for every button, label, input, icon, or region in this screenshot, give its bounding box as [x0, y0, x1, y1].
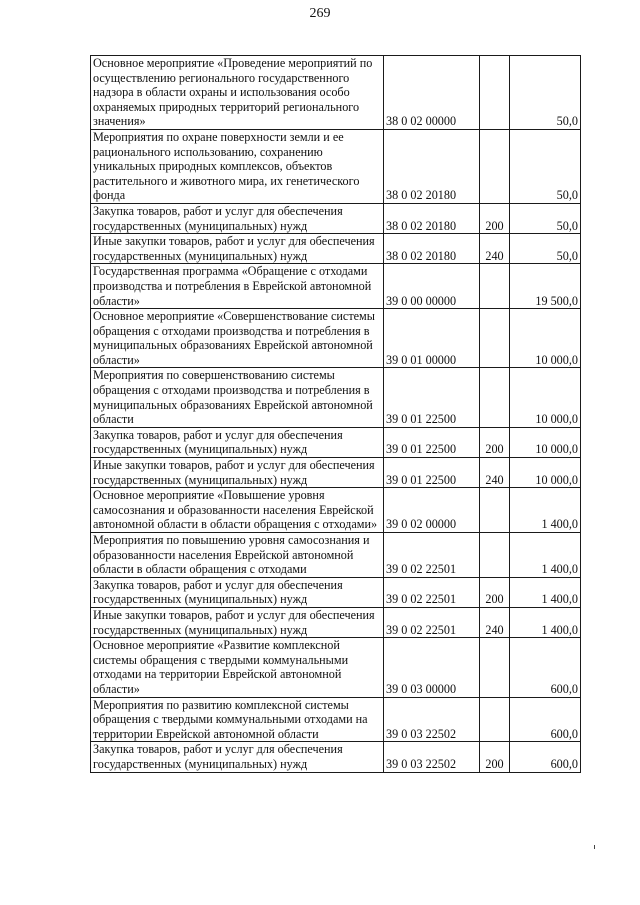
- row-expense-kind: [480, 309, 510, 368]
- table-row: [91, 533, 581, 578]
- table-row: [91, 203, 581, 233]
- table-row: [91, 577, 581, 607]
- table-row: [91, 427, 581, 457]
- row-expense-kind: 240: [480, 234, 510, 264]
- row-description: Иные закупки товаров, работ и услуг для обеспечения государственных (муниципальных) нужд: [91, 234, 384, 264]
- row-description: Закупка товаров, работ и услуг для обеспечения государственных (муниципальных) нужд: [91, 577, 384, 607]
- row-expense-kind: [480, 697, 510, 742]
- row-expense-kind: [480, 129, 510, 203]
- row-target-code: 39 0 01 22500: [384, 427, 480, 457]
- row-amount: 50,0: [510, 56, 581, 130]
- row-amount: 10 000,0: [510, 458, 581, 488]
- row-expense-kind: 200: [480, 577, 510, 607]
- scan-margin-mark: [594, 845, 595, 849]
- row-amount: 10 000,0: [510, 427, 581, 457]
- row-description: Иные закупки товаров, работ и услуг для обеспечения государственных (муниципальных) нужд: [91, 458, 384, 488]
- table-row: [91, 129, 581, 203]
- row-target-code: 38 0 02 20180: [384, 203, 480, 233]
- row-description: Мероприятия по повышению уровня самосознания и образованности населения Еврейской автономной области в области обращения с отходами: [91, 533, 384, 578]
- row-description: Государственная программа «Обращение с отходами производства и потребления в Еврейской автономной области»: [91, 264, 384, 309]
- row-target-code: 39 0 02 22501: [384, 607, 480, 637]
- table-row: [91, 638, 581, 697]
- row-target-code: 39 0 02 22501: [384, 577, 480, 607]
- row-target-code: 39 0 01 22500: [384, 368, 480, 427]
- row-target-code: 39 0 03 00000: [384, 638, 480, 697]
- row-description: Закупка товаров, работ и услуг для обеспечения государственных (муниципальных) нужд: [91, 427, 384, 457]
- row-target-code: 39 0 00 00000: [384, 264, 480, 309]
- row-amount: 10 000,0: [510, 309, 581, 368]
- row-expense-kind: [480, 533, 510, 578]
- table-row: [91, 309, 581, 368]
- row-target-code: 38 0 02 20180: [384, 234, 480, 264]
- row-description: Мероприятия по совершенствованию системы обращения с отходами производства и потребления в муниципальных образованиях Еврейской автономной области: [91, 368, 384, 427]
- row-amount: 1 400,0: [510, 488, 581, 533]
- row-amount: 1 400,0: [510, 607, 581, 637]
- row-expense-kind: 200: [480, 427, 510, 457]
- row-description: Основное мероприятие «Развитие комплексной системы обращения с твердыми коммунальными отходами на территории Еврейской автономной области»: [91, 638, 384, 697]
- row-amount: 50,0: [510, 234, 581, 264]
- row-description: Закупка товаров, работ и услуг для обеспечения государственных (муниципальных) нужд: [91, 742, 384, 772]
- row-target-code: 39 0 03 22502: [384, 697, 480, 742]
- table-row: [91, 368, 581, 427]
- row-target-code: 39 0 02 00000: [384, 488, 480, 533]
- row-amount: 1 400,0: [510, 533, 581, 578]
- row-expense-kind: [480, 488, 510, 533]
- table-row: [91, 234, 581, 264]
- row-target-code: 39 0 01 00000: [384, 309, 480, 368]
- row-amount: 600,0: [510, 742, 581, 772]
- row-expense-kind: 240: [480, 607, 510, 637]
- row-amount: 50,0: [510, 203, 581, 233]
- row-amount: 600,0: [510, 638, 581, 697]
- row-amount: 1 400,0: [510, 577, 581, 607]
- row-target-code: 38 0 02 20180: [384, 129, 480, 203]
- table-row: [91, 607, 581, 637]
- row-expense-kind: 200: [480, 203, 510, 233]
- budget-table-body: [91, 56, 581, 773]
- row-description: Мероприятия по охране поверхности земли и ее рационального использованию, сохранению уникальных природных комплексов, объектов растительного и животного мира, их генетического фонда: [91, 129, 384, 203]
- row-expense-kind: 240: [480, 458, 510, 488]
- row-expense-kind: [480, 638, 510, 697]
- row-description: Иные закупки товаров, работ и услуг для обеспечения государственных (муниципальных) нужд: [91, 607, 384, 637]
- row-amount: 10 000,0: [510, 368, 581, 427]
- page-number: 269: [309, 6, 331, 21]
- table-row: [91, 458, 581, 488]
- table-row: [91, 264, 581, 309]
- table-row: [91, 488, 581, 533]
- row-target-code: 38 0 02 00000: [384, 56, 480, 130]
- row-expense-kind: [480, 368, 510, 427]
- row-expense-kind: [480, 56, 510, 130]
- row-target-code: 39 0 02 22501: [384, 533, 480, 578]
- table-row: [91, 742, 581, 772]
- table-row: [91, 697, 581, 742]
- row-description: Мероприятия по развитию комплексной системы обращения с твердыми коммунальными отходами на территории Еврейской автономной области: [91, 697, 384, 742]
- row-target-code: 39 0 01 22500: [384, 458, 480, 488]
- row-expense-kind: [480, 264, 510, 309]
- row-target-code: 39 0 03 22502: [384, 742, 480, 772]
- row-description: Закупка товаров, работ и услуг для обеспечения государственных (муниципальных) нужд: [91, 203, 384, 233]
- row-description: Основное мероприятие «Проведение мероприятий по осуществлению регионального государственного надзора в области охраны и использования особо охраняемых природных территорий регионального значения»: [91, 56, 384, 130]
- row-amount: 50,0: [510, 129, 581, 203]
- row-expense-kind: 200: [480, 742, 510, 772]
- table-row: [91, 56, 581, 130]
- row-amount: 600,0: [510, 697, 581, 742]
- row-description: Основное мероприятие «Повышение уровня самосознания и образованности населения Еврейской автономной области в области обращения с отходами»: [91, 488, 384, 533]
- row-description: Основное мероприятие «Совершенствование системы обращения с отходами производства и потребления в муниципальных образованиях Еврейской автономной области»: [91, 309, 384, 368]
- row-amount: 19 500,0: [510, 264, 581, 309]
- budget-table: [90, 55, 581, 773]
